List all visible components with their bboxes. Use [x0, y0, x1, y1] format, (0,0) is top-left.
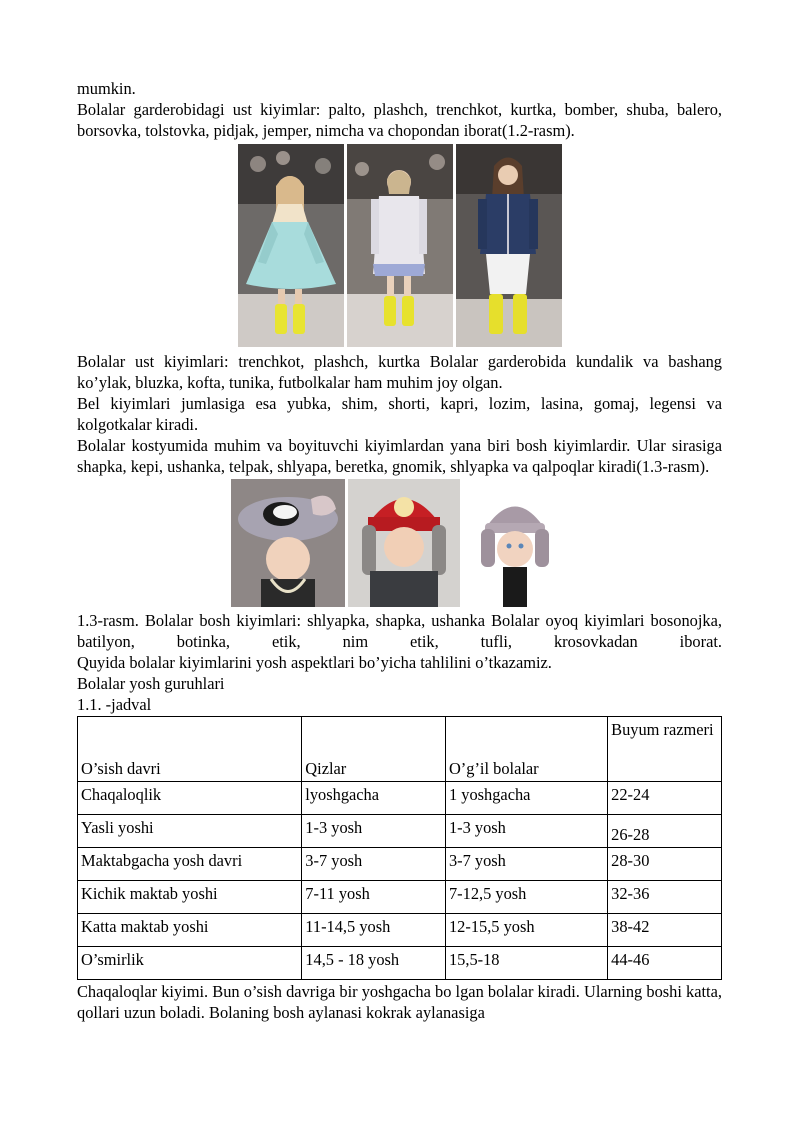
paragraph: Bolalar ust kiyimlari: trenchkot, plashch, kurtka Bolalar garderobida kundalik va bashang ko’ylak, bluzka, kofta, tunika, futbolkalar ham muhim joy olgan.	[77, 352, 722, 392]
photo-girl-teal-coat	[238, 144, 344, 347]
table-cell: 26-28	[608, 815, 722, 848]
table-cell: 3-7 yosh	[445, 848, 607, 881]
paragraph: 1.3-rasm. Bolalar bosh kiyimlari: shlyapka, shapka, ushanka Bolalar oyoq kiyimlari bosonojka, batilyon, botinka, etik, nim etik, tufli, krosovkadan iborat.	[77, 611, 722, 651]
table-cell: Maktabgacha yosh davri	[78, 848, 302, 881]
table-cell: Katta maktab yoshi	[78, 914, 302, 947]
paragraph: Bolalar kostyumida muhim va boyituvchi kiyimlardan yana biri bosh kiyimlardir. Ular sirasiga shapka, kepi, ushanka, telpak, shlyapa, beretka, gnomik, shlyapka va qalpoqlar kiradi(1.3-rasm).	[77, 436, 722, 476]
paragraph: mumkin.	[77, 79, 136, 98]
table-header-row	[78, 717, 722, 782]
table-cell: 14,5 - 18 yosh	[302, 947, 446, 980]
photo-girl-hat	[231, 479, 345, 607]
table-cell: 1-3 yosh	[302, 815, 446, 848]
table-cell: Chaqaloqlik	[78, 782, 302, 815]
table-cell: Yasli yoshi	[78, 815, 302, 848]
table-cell: 7-12,5 yosh	[445, 881, 607, 914]
table-row	[78, 914, 722, 947]
paragraph: Bel kiyimlari jumlasiga esa yubka, shim, shorti, kapri, lozim, lasina, gomaj, legensi va kolgotkalar kiradi.	[77, 394, 722, 434]
table-cell: 11-14,5 yosh	[302, 914, 446, 947]
table-cell: lyoshgacha	[302, 782, 446, 815]
table-cell: 15,5-18	[445, 947, 607, 980]
photo-child-cap	[348, 479, 460, 607]
table-row	[78, 947, 722, 980]
table-cell: 1 yoshgacha	[445, 782, 607, 815]
table-cell: 7-11 yosh	[302, 881, 446, 914]
table-row	[78, 782, 722, 815]
table-cell: 38-42	[608, 914, 722, 947]
photo-girl-navy-jacket	[456, 144, 562, 347]
table-cell: 32-36	[608, 881, 722, 914]
figure-outerwear	[77, 144, 722, 347]
table-cell: Kichik maktab yoshi	[78, 881, 302, 914]
table-cell: 22-24	[608, 782, 722, 815]
table-cell: 12-15,5 yosh	[445, 914, 607, 947]
table-row	[78, 881, 722, 914]
paragraph: Chaqaloqlar kiyimi. Bun o’sish davriga bir yoshgacha bo lgan bolalar kiradi. Ularning boshi katta, qollari uzun boladi. Bolaning bosh aylanasi kokrak aylanasiga	[77, 982, 722, 1022]
table-cell: 1-3 yosh	[445, 815, 607, 848]
header-cell: Buyum razmeri	[608, 717, 722, 782]
header-cell: O’sish davri	[78, 717, 302, 782]
header-cell: O’g’il bolalar	[445, 717, 607, 782]
header-cell: Qizlar	[302, 717, 446, 782]
paragraph: Bolalar yosh guruhlari	[77, 674, 225, 693]
document-page	[77, 78, 722, 1023]
paragraph: Bolalar garderobidagi ust kiyimlar: palto, plashch, trenchkot, kurtka, bomber, shuba, balero, borsovka, tolstovka, pidjak, jemper, nimcha va chopondan iborat(1.2-rasm).	[77, 100, 722, 140]
photo-doll-ushanka	[463, 479, 568, 607]
paragraph: Quyida bolalar kiyimlarini yosh aspektlari bo’yicha tahlilini o’tkazamiz.	[77, 653, 552, 672]
table-cell: 3-7 yosh	[302, 848, 446, 881]
photo-girl-beige-trench	[347, 144, 453, 347]
table-caption: 1.1. -jadval	[77, 695, 152, 714]
figure-headwear	[77, 479, 722, 607]
table-row	[78, 848, 722, 881]
table-cell: O’smirlik	[78, 947, 302, 980]
table-cell: 44-46	[608, 947, 722, 980]
age-groups-table	[77, 716, 722, 980]
table-row	[78, 815, 722, 848]
table-cell: 28-30	[608, 848, 722, 881]
